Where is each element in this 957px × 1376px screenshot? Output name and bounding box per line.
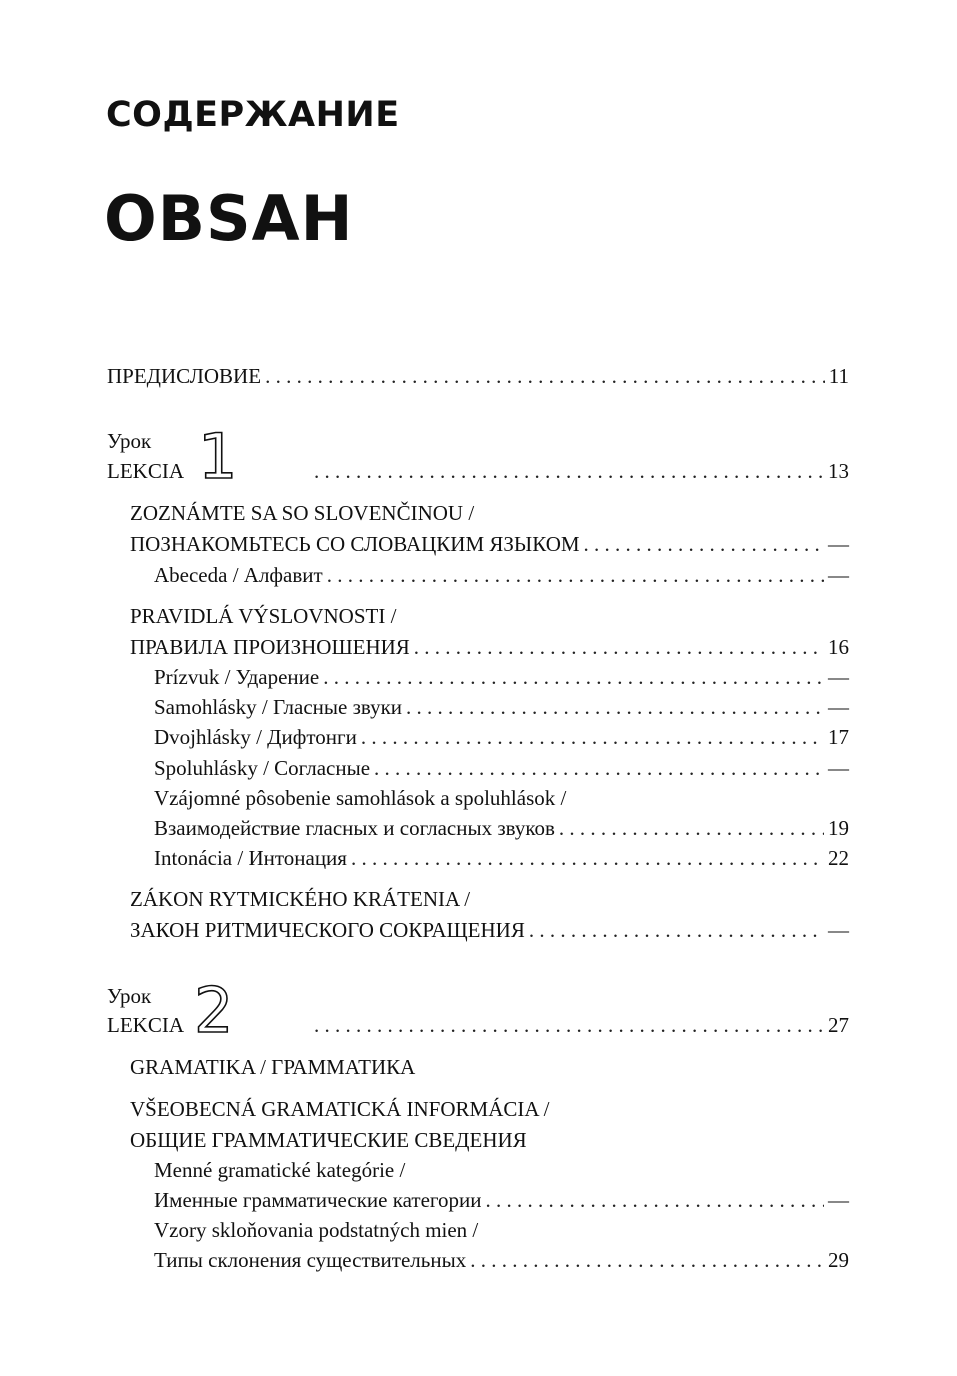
contents-title-ru: СОДЕРЖАНИЕ	[106, 95, 400, 135]
toc-entry-lesson-1[interactable]	[107, 458, 849, 484]
toc-entry[interactable]	[130, 634, 849, 660]
toc-entry[interactable]	[130, 531, 849, 557]
toc-entry[interactable]	[154, 1247, 849, 1273]
toc-entry-title: Menné gramatické kategórie /	[154, 1158, 406, 1182]
lesson-number: 1	[198, 420, 238, 493]
leader-dots	[323, 664, 824, 690]
contents-title-sk: OBSAH	[104, 182, 354, 255]
toc-entry-page: —	[828, 918, 849, 942]
leader-dots	[314, 1012, 824, 1038]
leader-dots	[361, 724, 824, 750]
toc-entry-page: 17	[828, 725, 849, 749]
leader-dots	[414, 634, 824, 660]
toc-entry-preface[interactable]	[107, 363, 849, 389]
lesson-word-ru: Урок	[107, 429, 152, 453]
leader-dots	[470, 1247, 824, 1273]
toc-entry-page: —	[828, 665, 849, 689]
leader-dots	[406, 694, 824, 720]
toc-section-line[interactable]	[130, 1054, 849, 1080]
toc-entry-title: Spoluhlásky / Согласные	[154, 756, 371, 780]
toc-entry[interactable]	[154, 755, 849, 781]
toc-entry-title: ОБЩИЕ ГРАММАТИЧЕСКИЕ СВЕДЕНИЯ	[130, 1128, 527, 1152]
toc-entry-title: Типы склонения существительных	[154, 1248, 467, 1272]
toc-entry[interactable]	[154, 562, 849, 588]
toc-entry[interactable]	[154, 1187, 849, 1213]
toc-entry-lesson-2[interactable]	[107, 1012, 849, 1038]
leader-dots	[584, 531, 824, 557]
toc-section-line[interactable]	[154, 1157, 849, 1183]
toc-entry-title: PRAVIDLÁ VÝSLOVNOSTI /	[130, 604, 397, 628]
lesson-word-ru: Урок	[107, 984, 152, 1008]
toc-entry-page: —	[828, 1188, 849, 1212]
leader-dots	[351, 845, 824, 871]
toc-entry-title: Abeceda / Алфавит	[154, 563, 323, 587]
toc-entry-title: GRAMATIKA / ГРАММАТИКА	[130, 1055, 416, 1079]
toc-entry-page: 27	[828, 1013, 849, 1037]
toc-entry-page: —	[828, 532, 849, 556]
toc-entry[interactable]	[154, 664, 849, 690]
toc-entry-page: 11	[828, 364, 849, 388]
toc-entry-page: 19	[828, 816, 849, 840]
leader-dots	[314, 458, 824, 484]
toc-section-line[interactable]	[130, 1127, 849, 1153]
toc-entry-page: 29	[828, 1248, 849, 1272]
toc-entry-title: ПРАВИЛА ПРОИЗНОШЕНИЯ	[130, 635, 410, 659]
toc-entry-title: VŠEOBECNÁ GRAMATICKÁ INFORMÁCIA /	[130, 1097, 550, 1121]
toc-section-line[interactable]	[130, 886, 849, 912]
toc-entry-page: 22	[828, 846, 849, 870]
toc-entry-title: ПОЗНАКОМЬТЕСЬ СО СЛОВАЦКИМ ЯЗЫКОМ	[130, 532, 580, 556]
toc-entry-title: Intonácia / Интонация	[154, 846, 347, 870]
toc-section-line[interactable]	[154, 1217, 849, 1243]
toc-entry-title: ZÁKON RYTMICKÉHO KRÁTENIA /	[130, 887, 471, 911]
toc-section-line[interactable]	[154, 785, 849, 811]
toc-entry-title: Prízvuk / Ударение	[154, 665, 320, 689]
toc-entry[interactable]	[130, 917, 849, 943]
toc-entry[interactable]	[154, 845, 849, 871]
lesson-number: 2	[194, 974, 234, 1047]
toc-entry-title: ЗАКОН РИТМИЧЕСКОГО СОКРАЩЕНИЯ	[130, 918, 525, 942]
leader-dots	[327, 562, 824, 588]
toc-entry-page: 13	[828, 459, 849, 483]
leader-dots	[559, 815, 824, 841]
leader-dots	[374, 755, 824, 781]
toc-entry-title: Vzory skloňovania podstatných mien /	[154, 1218, 479, 1242]
toc-section-line[interactable]	[130, 500, 849, 526]
toc-entry-page: —	[828, 695, 849, 719]
toc-entry-title: ZOZNÁMTE SA SO SLOVENČINOU /	[130, 501, 475, 525]
toc-entry-title: Именные грамматические категории	[154, 1188, 482, 1212]
toc-entry-title: Взаимодействие гласных и согласных звуков	[154, 816, 555, 840]
lesson-word-sk: LEKCIA	[107, 1013, 184, 1037]
toc-entry[interactable]	[154, 724, 849, 750]
leader-dots	[485, 1187, 824, 1213]
toc-entry-title: Vzájomné pôsobenie samohlások a spoluhlások /	[154, 786, 567, 810]
toc-entry-title: Dvojhlásky / Дифтонги	[154, 725, 357, 749]
leader-dots	[265, 363, 825, 389]
toc-entry-page: —	[828, 756, 849, 780]
toc-section-line[interactable]	[130, 603, 849, 629]
toc-entry[interactable]	[154, 815, 849, 841]
toc-entry-title: ПРЕДИСЛОВИЕ	[107, 364, 262, 388]
toc-entry-page: —	[828, 563, 849, 587]
toc-entry-title: Samohlásky / Гласные звуки	[154, 695, 403, 719]
toc-entry-page: 16	[828, 635, 849, 659]
lesson-word-sk: LEKCIA	[107, 459, 184, 483]
toc-entry[interactable]	[154, 694, 849, 720]
toc-section-line[interactable]	[130, 1096, 849, 1122]
leader-dots	[529, 917, 824, 943]
